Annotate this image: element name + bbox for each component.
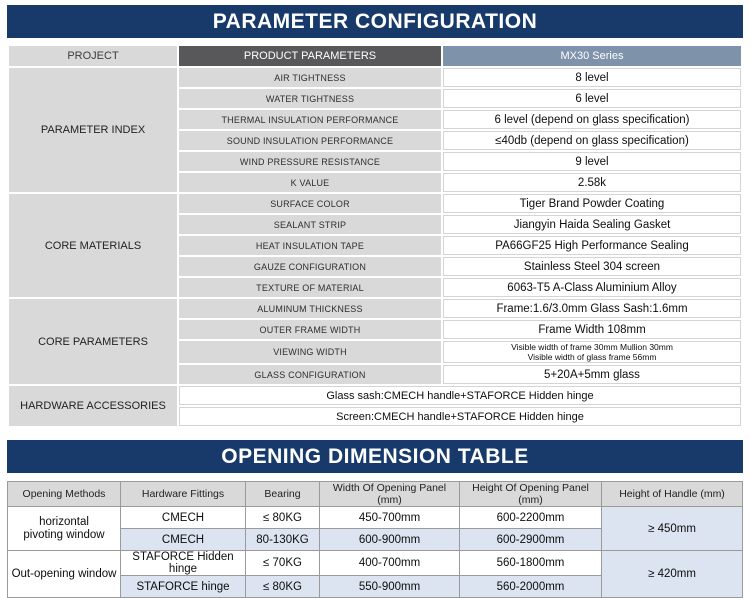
handle-height-cell: ≥ 450mm bbox=[602, 507, 743, 551]
param-value: 8 level bbox=[443, 68, 741, 87]
group-hardware-accessories: HARDWARE ACCESSORIES bbox=[9, 386, 177, 426]
hardware-fitting-cell: CMECH bbox=[121, 529, 246, 551]
hardware-value: Glass sash:CMECH handle+STAFORCE Hidden hinge bbox=[179, 386, 741, 405]
opening-height-cell: 560-1800mm bbox=[460, 551, 602, 576]
param-value: 6 level (depend on glass specification) bbox=[443, 110, 741, 129]
opening-height-header: Height Of Opening Panel (mm) bbox=[460, 482, 602, 507]
project-header: PROJECT bbox=[9, 46, 177, 66]
bearing-cell: 80-130KG bbox=[246, 529, 320, 551]
mx30-series-header: MX30 Series bbox=[443, 46, 741, 66]
table-row bbox=[9, 299, 741, 318]
param-name: SURFACE COLOR bbox=[179, 194, 441, 213]
hardware-fitting-cell: CMECH bbox=[121, 507, 246, 529]
hardware-fitting-cell: STAFORCE Hidden hinge bbox=[121, 551, 246, 576]
param-name: ALUMINUM THICKNESS bbox=[179, 299, 441, 318]
hardware-fittings-header: Hardware Fittings bbox=[121, 482, 246, 507]
param-value: ≤40db (depend on glass specification) bbox=[443, 131, 741, 150]
param-value: 5+20A+5mm glass bbox=[443, 365, 741, 384]
group-core-materials: CORE MATERIALS bbox=[9, 194, 177, 297]
opening-width-cell: 600-900mm bbox=[320, 529, 460, 551]
table-row bbox=[9, 194, 741, 213]
parameter-configuration-banner: PARAMETER CONFIGURATION bbox=[7, 5, 743, 38]
param-value: Stainless Steel 304 screen bbox=[443, 257, 741, 276]
param-name: AIR TIGHTNESS bbox=[179, 68, 441, 87]
group-core-parameters: CORE PARAMETERS bbox=[9, 299, 177, 384]
group-parameter-index: PARAMETER INDEX bbox=[9, 68, 177, 192]
param-name: SOUND INSULATION PERFORMANCE bbox=[179, 131, 441, 150]
param-name: VIEWING WIDTH bbox=[179, 341, 441, 363]
param-value: 6 level bbox=[443, 89, 741, 108]
bearing-cell: ≤ 70KG bbox=[246, 551, 320, 576]
opening-width-cell: 450-700mm bbox=[320, 507, 460, 529]
product-parameters-header: PRODUCT PARAMETERS bbox=[179, 46, 441, 66]
handle-height-header: Height of Handle (mm) bbox=[602, 482, 743, 507]
param-value bbox=[443, 341, 741, 363]
value-line: Visible width of frame 30mm Mullion 30mm bbox=[511, 342, 673, 352]
opening-width-header: Width Of Opening Panel (mm) bbox=[320, 482, 460, 507]
opening-dimension-banner: OPENING DIMENSION TABLE bbox=[7, 440, 743, 473]
param-name: WATER TIGHTNESS bbox=[179, 89, 441, 108]
param-value: 2.58k bbox=[443, 173, 741, 192]
opening-height-cell: 600-2900mm bbox=[460, 529, 602, 551]
hardware-fitting-cell: STAFORCE hinge bbox=[121, 576, 246, 598]
opening-height-cell: 600-2200mm bbox=[460, 507, 602, 529]
opening-method-cell bbox=[8, 507, 121, 551]
opening-dimension-table bbox=[7, 481, 743, 598]
param-value: 9 level bbox=[443, 152, 741, 171]
parameter-table bbox=[7, 44, 743, 428]
param-name: K VALUE bbox=[179, 173, 441, 192]
param-value: Frame:1.6/3.0mm Glass Sash:1.6mm bbox=[443, 299, 741, 318]
table-header-row bbox=[9, 46, 741, 66]
param-value: Frame Width 108mm bbox=[443, 320, 741, 339]
param-name: GAUZE CONFIGURATION bbox=[179, 257, 441, 276]
opening-height-cell: 560-2000mm bbox=[460, 576, 602, 598]
opening-methods-header: Opening Methods bbox=[8, 482, 121, 507]
method-line: Out-opening window bbox=[11, 567, 117, 580]
method-line: horizontal bbox=[39, 515, 89, 528]
table-row bbox=[8, 551, 743, 576]
bearing-header: Bearing bbox=[246, 482, 320, 507]
opening-width-cell: 550-900mm bbox=[320, 576, 460, 598]
param-value: Tiger Brand Powder Coating bbox=[443, 194, 741, 213]
bearing-cell: ≤ 80KG bbox=[246, 576, 320, 598]
param-name: HEAT INSULATION TAPE bbox=[179, 236, 441, 255]
param-value: PA66GF25 High Performance Sealing bbox=[443, 236, 741, 255]
param-name: SEALANT STRIP bbox=[179, 215, 441, 234]
param-name: GLASS CONFIGURATION bbox=[179, 365, 441, 384]
table-row bbox=[8, 507, 743, 529]
param-name: THERMAL INSULATION PERFORMANCE bbox=[179, 110, 441, 129]
hardware-value: Screen:CMECH handle+STAFORCE Hidden hinge bbox=[179, 407, 741, 426]
param-name: WIND PRESSURE RESISTANCE bbox=[179, 152, 441, 171]
table-header-row bbox=[8, 482, 743, 507]
table-row bbox=[9, 386, 741, 405]
value-line: Visible width of glass frame 56mm bbox=[527, 352, 657, 362]
table-row bbox=[9, 68, 741, 87]
method-line: pivoting window bbox=[23, 528, 105, 541]
opening-method-cell bbox=[8, 551, 121, 598]
opening-width-cell: 400-700mm bbox=[320, 551, 460, 576]
param-name: TEXTURE OF MATERIAL bbox=[179, 278, 441, 297]
handle-height-cell: ≥ 420mm bbox=[602, 551, 743, 598]
param-name: OUTER FRAME WIDTH bbox=[179, 320, 441, 339]
bearing-cell: ≤ 80KG bbox=[246, 507, 320, 529]
param-value: 6063-T5 A-Class Aluminium Alloy bbox=[443, 278, 741, 297]
param-value: Jiangyin Haida Sealing Gasket bbox=[443, 215, 741, 234]
